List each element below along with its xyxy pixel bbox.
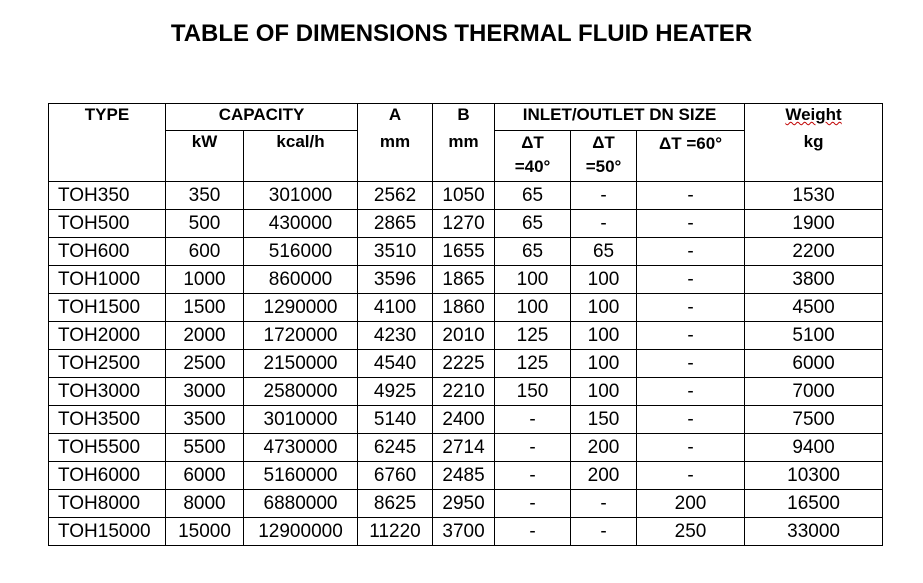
col-header-type: TYPE [49,104,166,182]
cell-type: TOH6000 [49,462,166,490]
cell-b: 2225 [433,350,495,378]
cell-dt50: 100 [571,266,637,294]
cell-kcal: 2150000 [244,350,358,378]
cell-dt40: 65 [495,210,571,238]
cell-dt40: 65 [495,182,571,210]
col-header-inlet-outlet: INLET/OUTLET DN SIZE [495,104,745,131]
cell-a: 6760 [358,462,433,490]
table-row [49,490,883,518]
table-row [49,350,883,378]
cell-kw: 2000 [166,322,244,350]
cell-dt40: 125 [495,322,571,350]
cell-a: 4230 [358,322,433,350]
cell-a: 4540 [358,350,433,378]
cell-kw: 6000 [166,462,244,490]
cell-b: 1270 [433,210,495,238]
cell-dt50: - [571,210,637,238]
cell-dt60: - [637,378,745,406]
cell-dt50: 200 [571,462,637,490]
cell-kcal: 860000 [244,266,358,294]
col-header-b: B [433,104,495,131]
cell-dt50: - [571,490,637,518]
table-row [49,182,883,210]
dt50-value: =50° [585,157,622,176]
cell-dt40: - [495,518,571,546]
col-header-a: A [358,104,433,131]
cell-b: 2950 [433,490,495,518]
table-row [49,322,883,350]
col-header-dt40 [495,131,571,182]
cell-a: 2865 [358,210,433,238]
cell-type: TOH350 [49,182,166,210]
cell-dt50: 100 [571,322,637,350]
cell-dt50: 100 [571,350,637,378]
col-header-weight: Weight [745,104,883,131]
cell-dt40: 100 [495,266,571,294]
page-title: TABLE OF DIMENSIONS THERMAL FLUID HEATER [170,20,753,47]
cell-dt40: 100 [495,294,571,322]
cell-kcal: 301000 [244,182,358,210]
cell-b: 2400 [433,406,495,434]
cell-b: 1860 [433,294,495,322]
cell-weight: 9400 [745,434,883,462]
cell-weight: 4500 [745,294,883,322]
cell-b: 3700 [433,518,495,546]
cell-weight: 2200 [745,238,883,266]
cell-a: 4925 [358,378,433,406]
cell-type: TOH8000 [49,490,166,518]
table-body [49,182,883,546]
cell-type: TOH5500 [49,434,166,462]
col-header-dt50 [571,131,637,182]
cell-a: 4100 [358,294,433,322]
cell-weight: 3800 [745,266,883,294]
cell-weight: 6000 [745,350,883,378]
cell-kw: 2500 [166,350,244,378]
dimensions-table [48,103,883,546]
header-row-1 [49,104,883,131]
cell-dt60: 200 [637,490,745,518]
cell-b: 2210 [433,378,495,406]
cell-weight: 7500 [745,406,883,434]
cell-kw: 3000 [166,378,244,406]
cell-b: 1865 [433,266,495,294]
cell-kw: 1000 [166,266,244,294]
col-header-dt60: ΔT =60° [637,131,745,182]
cell-dt40: 65 [495,238,571,266]
cell-dt40: 150 [495,378,571,406]
cell-dt50: 100 [571,294,637,322]
cell-dt60: - [637,406,745,434]
cell-kw: 5500 [166,434,244,462]
cell-kw: 500 [166,210,244,238]
cell-kcal: 5160000 [244,462,358,490]
cell-weight: 1530 [745,182,883,210]
cell-b: 1050 [433,182,495,210]
cell-kw: 350 [166,182,244,210]
cell-dt60: - [637,266,745,294]
cell-type: TOH500 [49,210,166,238]
header-row-2 [49,131,883,182]
cell-type: TOH1000 [49,266,166,294]
cell-b: 2010 [433,322,495,350]
cell-kw: 3500 [166,406,244,434]
col-header-a-unit: mm [358,131,433,182]
cell-dt60: 250 [637,518,745,546]
table-row [49,266,883,294]
cell-dt50: - [571,518,637,546]
cell-type: TOH1500 [49,294,166,322]
dt40-label: ΔT [521,133,544,152]
cell-type: TOH15000 [49,518,166,546]
cell-type: TOH600 [49,238,166,266]
cell-a: 5140 [358,406,433,434]
cell-dt60: - [637,210,745,238]
cell-b: 2485 [433,462,495,490]
cell-kw: 1500 [166,294,244,322]
table-row [49,406,883,434]
table-row [49,462,883,490]
cell-dt50: 150 [571,406,637,434]
col-header-capacity: CAPACITY [166,104,358,131]
dt40-value: =40° [514,157,551,176]
cell-kcal: 516000 [244,238,358,266]
cell-type: TOH3500 [49,406,166,434]
cell-kw: 8000 [166,490,244,518]
dt50-label: ΔT [592,133,615,152]
cell-weight: 1900 [745,210,883,238]
cell-a: 3510 [358,238,433,266]
cell-kcal: 12900000 [244,518,358,546]
cell-weight: 10300 [745,462,883,490]
cell-dt60: - [637,294,745,322]
cell-kw: 600 [166,238,244,266]
table-row [49,210,883,238]
cell-a: 3596 [358,266,433,294]
cell-kcal: 2580000 [244,378,358,406]
cell-dt50: 200 [571,434,637,462]
col-header-kw: kW [166,131,244,182]
cell-dt60: - [637,182,745,210]
cell-weight: 7000 [745,378,883,406]
cell-kcal: 1720000 [244,322,358,350]
cell-dt40: - [495,462,571,490]
cell-kcal: 1290000 [244,294,358,322]
cell-dt60: - [637,350,745,378]
cell-dt60: - [637,238,745,266]
cell-weight: 5100 [745,322,883,350]
cell-b: 1655 [433,238,495,266]
cell-dt40: - [495,406,571,434]
cell-kcal: 430000 [244,210,358,238]
cell-a: 8625 [358,490,433,518]
cell-dt40: - [495,490,571,518]
col-header-b-unit: mm [433,131,495,182]
cell-dt50: 65 [571,238,637,266]
table-row [49,518,883,546]
cell-dt60: - [637,462,745,490]
col-header-weight-unit: kg [745,131,883,182]
cell-b: 2714 [433,434,495,462]
cell-dt60: - [637,434,745,462]
cell-a: 11220 [358,518,433,546]
table-row [49,434,883,462]
cell-type: TOH3000 [49,378,166,406]
cell-type: TOH2500 [49,350,166,378]
cell-weight: 33000 [745,518,883,546]
col-header-kcal: kcal/h [244,131,358,182]
cell-kcal: 4730000 [244,434,358,462]
cell-dt50: - [571,182,637,210]
cell-dt60: - [637,322,745,350]
cell-a: 6245 [358,434,433,462]
table-row [49,378,883,406]
cell-kw: 15000 [166,518,244,546]
cell-dt40: 125 [495,350,571,378]
table-row [49,238,883,266]
cell-weight: 16500 [745,490,883,518]
cell-dt50: 100 [571,378,637,406]
table-row [49,294,883,322]
cell-a: 2562 [358,182,433,210]
cell-kcal: 6880000 [244,490,358,518]
cell-type: TOH2000 [49,322,166,350]
cell-kcal: 3010000 [244,406,358,434]
cell-dt40: - [495,434,571,462]
